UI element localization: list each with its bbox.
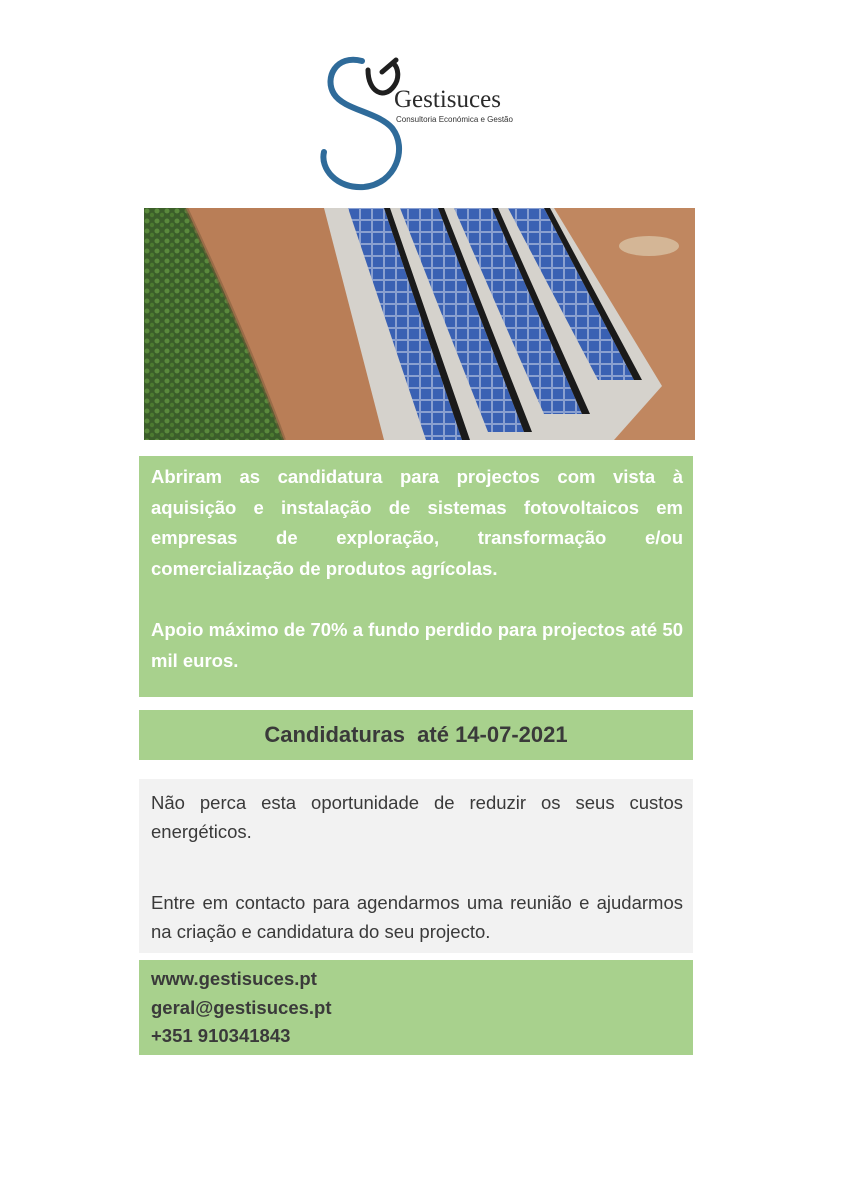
solar-panels-photo <box>144 208 695 440</box>
phone-number[interactable]: +351 910341843 <box>151 1025 291 1046</box>
support-paragraph: Apoio máximo de 70% a fundo perdido para projectos até 50 mil euros. <box>151 619 683 671</box>
intro-box <box>139 456 693 697</box>
logo-name: Gestisuces <box>394 86 501 113</box>
logo-tagline: Consultoria Económica e Gestão <box>396 115 513 124</box>
message-box <box>139 779 693 953</box>
contact-box <box>139 960 693 1055</box>
website-link[interactable]: www.gestisuces.pt <box>151 968 317 989</box>
deadline-text: Candidaturas até 14-07-2021 <box>264 722 568 747</box>
message-paragraph: Não perca esta oportunidade de reduzir os seus custos energéticos. <box>151 792 683 842</box>
intro-paragraph: Abriram as candidatura para projectos com vista à aquisição e instalação de sistemas fotovoltaicos em empresas de exploração, transformação e/ou comercialização de produtos agrícolas. <box>151 466 683 579</box>
email-link[interactable]: geral@gestisuces.pt <box>151 996 332 1018</box>
logo-mark-icon <box>316 56 406 192</box>
company-logo <box>316 56 526 192</box>
deadline-box <box>139 710 693 760</box>
contact-invite-paragraph: Entre em contacto para agendarmos uma reunião e ajudarmos na criação e candidatura do seu projecto. <box>151 892 683 942</box>
